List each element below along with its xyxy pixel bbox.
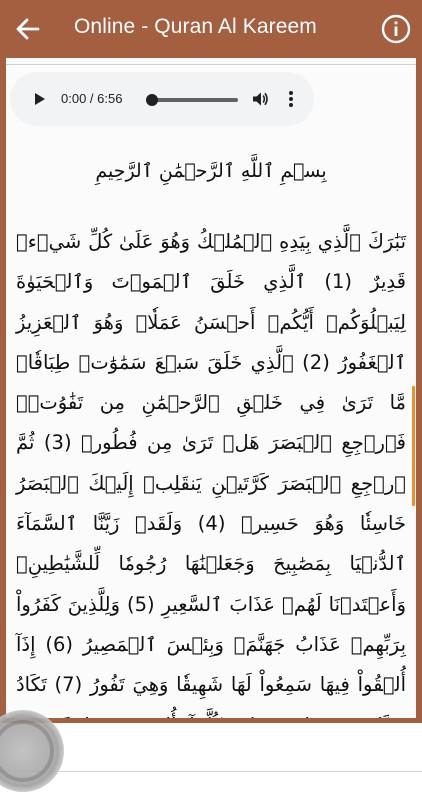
page-title: Online - Quran Al Kareem — [74, 15, 317, 38]
volume-icon — [251, 90, 269, 108]
surah-text: تَبَٰرَكَ ٱلَّذِي بِيَدِهِ ٱلۡمُلۡكُ وَهُوَ عَلَىٰ كُلِّ شَيۡءٖ قَدِيرٌ (1) ٱلَّذِي خَلَقَ ٱلۡمَوۡتَ وَٱلۡحَيَوٰةَ لِيَبۡلُوَكُمۡ أَيُّكُمۡ أَحۡسَنُ عَمَلٗاۚ وَهُوَ ٱلۡعَزِيزُ ٱلۡغَفُورُ (2) ٱلَّذِي خَلَقَ سَبۡعَ سَمَٰوَٰتٖ طِبَاقٗاۖ مَّا تَرَىٰ فِي خَلۡقِ ٱلرَّحۡمَٰنِ مِن تَفَٰوُتٖۖ فَٱرۡجِعِ ٱلۡبَصَرَ هَلۡ تَرَىٰ مِن فُطُورٖ (3) ثُمَّ ٱرۡجِعِ ٱلۡبَصَرَ كَرَّتَيۡنِ يَنقَلِبۡ إِلَيۡكَ ٱلۡبَصَرُ خَاسِئٗا وَهُوَ حَسِيرٞ (4) وَلَقَدۡ زَيَّنَّا ٱلسَّمَآءَ ٱلدُّنۡيَا بِمَصَٰبِيحَ وَجَعَلۡنَٰهَا رُجُومٗا لِّلشَّيَٰطِينِۖ وَأَعۡتَدۡنَا لَهُمۡ عَذَابَ ٱلسَّعِيرِ (5) وَلِلَّذِينَ كَفَرُواْ بِرَبِّهِمۡ عَذَابُ جَهَنَّمَۖ وَبِئۡسَ ٱلۡمَصِيرُ (6) إِذَآ أُلۡقُواْ فِيهَا سَمِعُواْ لَهَا شَهِيقٗا وَهِيَ تَفُورُ (7) تَكَادُ — [16, 230, 407, 697]
info-button[interactable] — [380, 13, 412, 45]
basmala: بِسۡمِ ٱللَّهِ ٱلرَّحۡمَٰنِ ٱلرَّحِيمِ — [95, 160, 327, 182]
more-options-button[interactable] — [288, 90, 294, 108]
reader-content[interactable] — [6, 58, 416, 718]
audio-player — [10, 72, 314, 126]
info-circle-icon — [380, 13, 412, 45]
play-icon — [31, 91, 47, 107]
volume-button[interactable] — [251, 90, 269, 108]
back-button[interactable] — [12, 13, 44, 45]
audio-time: 0:00 / 6:56 — [61, 91, 123, 106]
scrollbar-thumb[interactable] — [412, 386, 415, 506]
divider — [6, 64, 416, 65]
seek-thumb[interactable] — [146, 94, 158, 106]
frame-right-border — [416, 58, 422, 722]
app-bar — [0, 0, 422, 58]
arrow-left-icon — [14, 15, 42, 43]
floating-button-icon — [0, 720, 54, 782]
play-button[interactable] — [31, 91, 47, 107]
bottom-divider — [0, 771, 422, 772]
bottom-area — [0, 723, 422, 800]
more-vert-icon — [288, 90, 294, 108]
seek-bar[interactable] — [150, 98, 238, 102]
